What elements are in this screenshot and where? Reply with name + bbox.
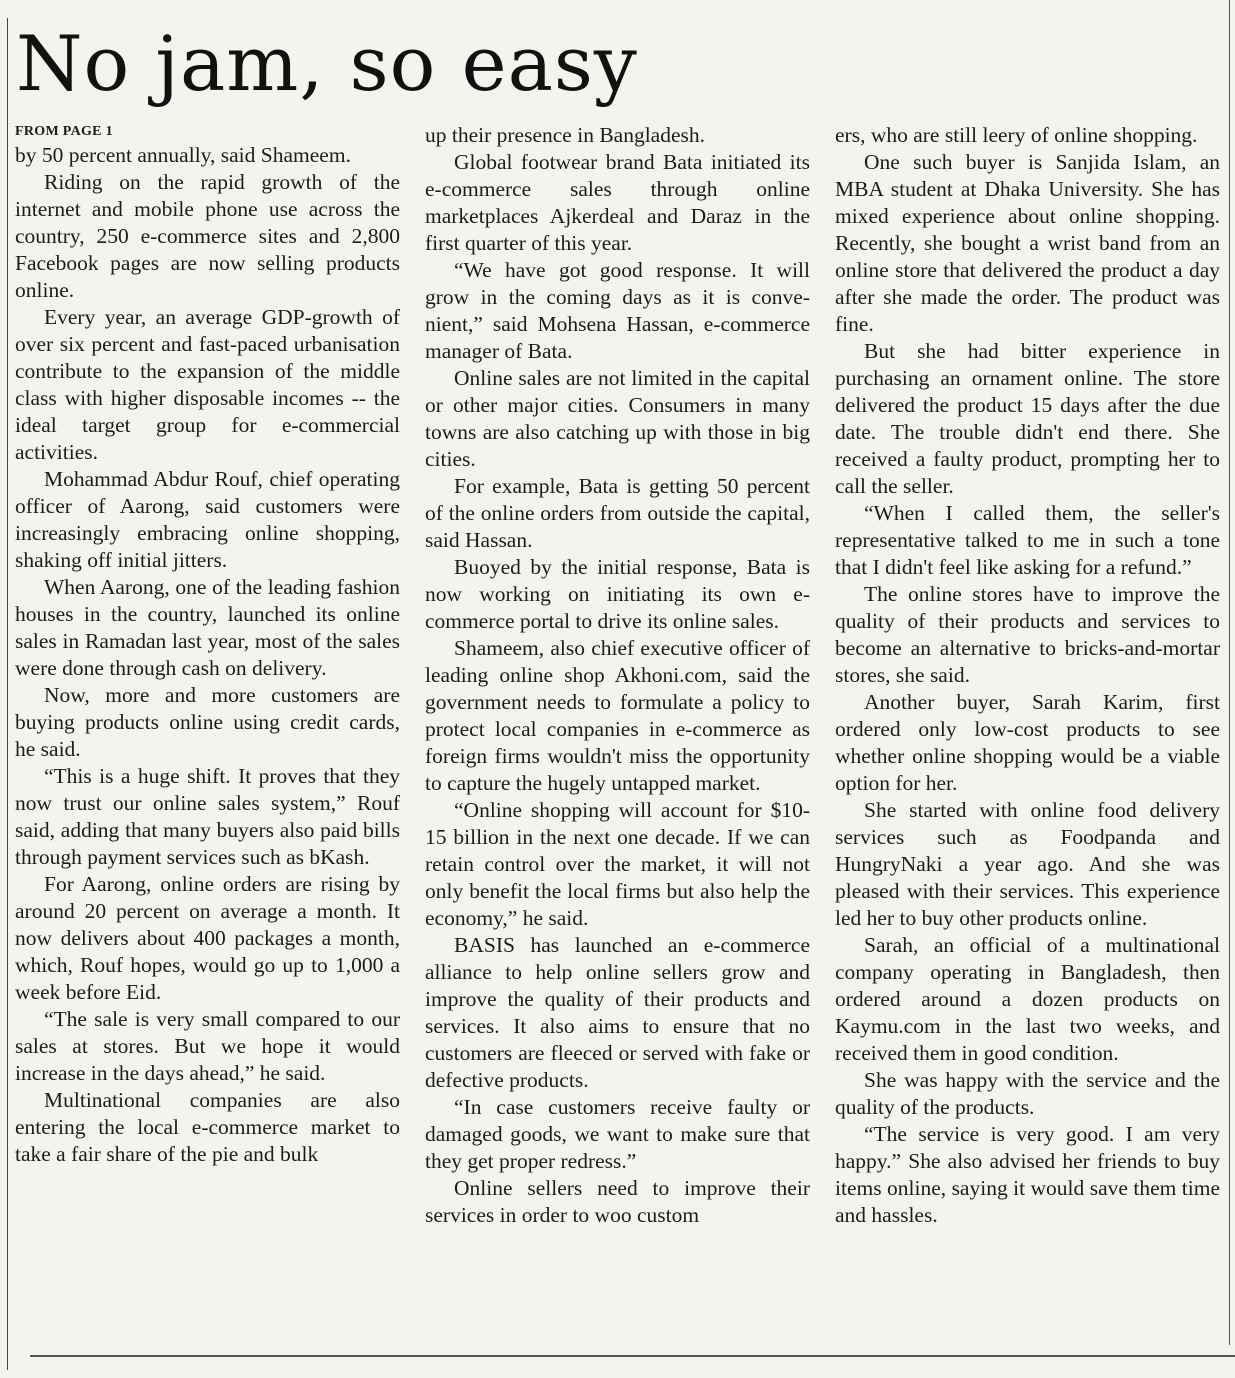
paragraph: “This is a huge shift. It proves that they now trust our online sales system,” Rouf said, adding that many buyers also paid bills through payment services such as bKash. bbox=[15, 764, 400, 869]
headline: No jam, so easy bbox=[16, 19, 638, 108]
left-column-rule bbox=[7, 18, 8, 1370]
paragraph: “When I called them, the seller's representative talked to me in such a tone that I didn't feel like asking for a refund.” bbox=[835, 501, 1220, 579]
bottom-rule bbox=[30, 1355, 1235, 1357]
paragraph: Online sellers need to improve their services in order to woo custom bbox=[425, 1176, 810, 1227]
right-column-rule bbox=[1229, 0, 1230, 1345]
paragraph: But she had bitter experience in purchasing an ornament online. The store delivered the product 15 days after the due date. The trouble didn't end there. She received a faulty product, prompting her to call the seller. bbox=[835, 339, 1220, 498]
paragraph: “The service is very good. I am very happy.” She also advised her friends to buy items online, saying it would save them time and hassles. bbox=[835, 1122, 1220, 1227]
paragraph: For Aarong, online orders are rising by around 20 percent on average a month. It now delivers about 400 packages a month, which, Rouf hopes, would go up to 1,000 a week before Eid. bbox=[15, 872, 400, 1004]
paragraph: Sarah, an official of a multinational company operating in Bangladesh, then ordered around a dozen products on Kaymu.com in the last two weeks, and received them in good condition. bbox=[835, 933, 1220, 1065]
paragraph: BASIS has launched an e-commerce alliance to help online sellers grow and improve the quality of their products and services. It also aims to ensure that no customers are fleeced or served with fake or defective products. bbox=[425, 933, 810, 1092]
paragraph: Multinational companies are also entering the local e-commerce market to take a fair share of the pie and bulk bbox=[15, 1088, 400, 1166]
article-column-3 bbox=[835, 122, 1220, 1229]
paragraph: “We have got good response. It will grow in the coming days as it is convenient,” said Mohsena Hassan, e-commerce manager of Bata. bbox=[425, 258, 810, 363]
paragraph: Every year, an average GDP-growth of over six percent and fast-paced urbanisation contribute to the expansion of the middle class with higher disposable incomes -- the ideal target group for e-commercial activities. bbox=[15, 305, 400, 464]
paragraph: The online stores have to improve the quality of their products and services to become an alternative to bricks-and-mortar stores, she said. bbox=[835, 582, 1220, 687]
paragraph: up their presence in Bangladesh. bbox=[425, 123, 706, 147]
paragraph: Mohammad Abdur Rouf, chief operating officer of Aarong, said customers were increasingly embracing online shopping, shaking off initial jitters. bbox=[15, 467, 400, 572]
dateline: FROM PAGE 1 bbox=[15, 124, 113, 139]
article-column-2 bbox=[425, 122, 810, 1229]
article-column-1 bbox=[15, 122, 400, 1168]
paragraph: Another buyer, Sarah Karim, first ordered only low-cost products to see whether online shopping would be a viable option for her. bbox=[835, 690, 1220, 795]
paragraph: “Online shopping will account for $10-15 billion in the next one decade. If we can retain control over the market, it will not only benefit the local firms but also help the economy,” he said. bbox=[425, 798, 810, 930]
paragraph: One such buyer is Sanjida Islam, an MBA student at Dhaka University. She has mixed experience about online shopping. Recently, she bought a wrist band from an online store that delivered the product a day after she made the order. The product was fine. bbox=[835, 150, 1220, 336]
paragraph: Global footwear brand Bata initiated its e-commerce sales through online marketplaces Ajkerdeal and Daraz in the first quarter of this year. bbox=[425, 150, 810, 255]
paragraph: For example, Bata is getting 50 percent of the online orders from outside the capital, said Hassan. bbox=[425, 474, 810, 552]
paragraph: “In case customers receive faulty or damaged goods, we want to make sure that they get proper redress.” bbox=[425, 1095, 810, 1173]
paragraph: When Aarong, one of the leading fashion houses in the country, launched its online sales in Ramadan last year, most of the sales were done through cash on delivery. bbox=[15, 575, 400, 680]
paragraph: She started with online food delivery services such as Foodpanda and HungryNaki a year ago. And she was pleased with their services. This experience led her to buy other products online. bbox=[835, 798, 1220, 930]
paragraph: ers, who are still leery of online shopping. bbox=[835, 123, 1198, 147]
paragraph: She was happy with the service and the quality of the products. bbox=[835, 1068, 1220, 1119]
paragraph: Online sales are not limited in the capital or other major cities. Consumers in many towns are also catching up with those in big cities. bbox=[425, 366, 810, 471]
paragraph: “The sale is very small compared to our sales at stores. But we hope it would increase in the days ahead,” he said. bbox=[15, 1007, 400, 1085]
paragraph: Shameem, also chief executive officer of leading online shop Akhoni.com, said the government needs to formulate a policy to protect local companies in e-commerce as foreign firms wouldn't miss the opportunity to capture the hugely untapped market. bbox=[425, 636, 810, 795]
paragraph: Buoyed by the initial response, Bata is now working on initiating its own e-commerce portal to drive its online sales. bbox=[425, 555, 810, 633]
paragraph: Now, more and more customers are buying products online using credit cards, he said. bbox=[15, 683, 400, 761]
paragraph: Riding on the rapid growth of the internet and mobile phone use across the country, 250 e-commerce sites and 2,800 Facebook pages are now selling products online. bbox=[15, 170, 400, 302]
paragraph: by 50 percent annually, said Shameem. bbox=[15, 143, 351, 167]
